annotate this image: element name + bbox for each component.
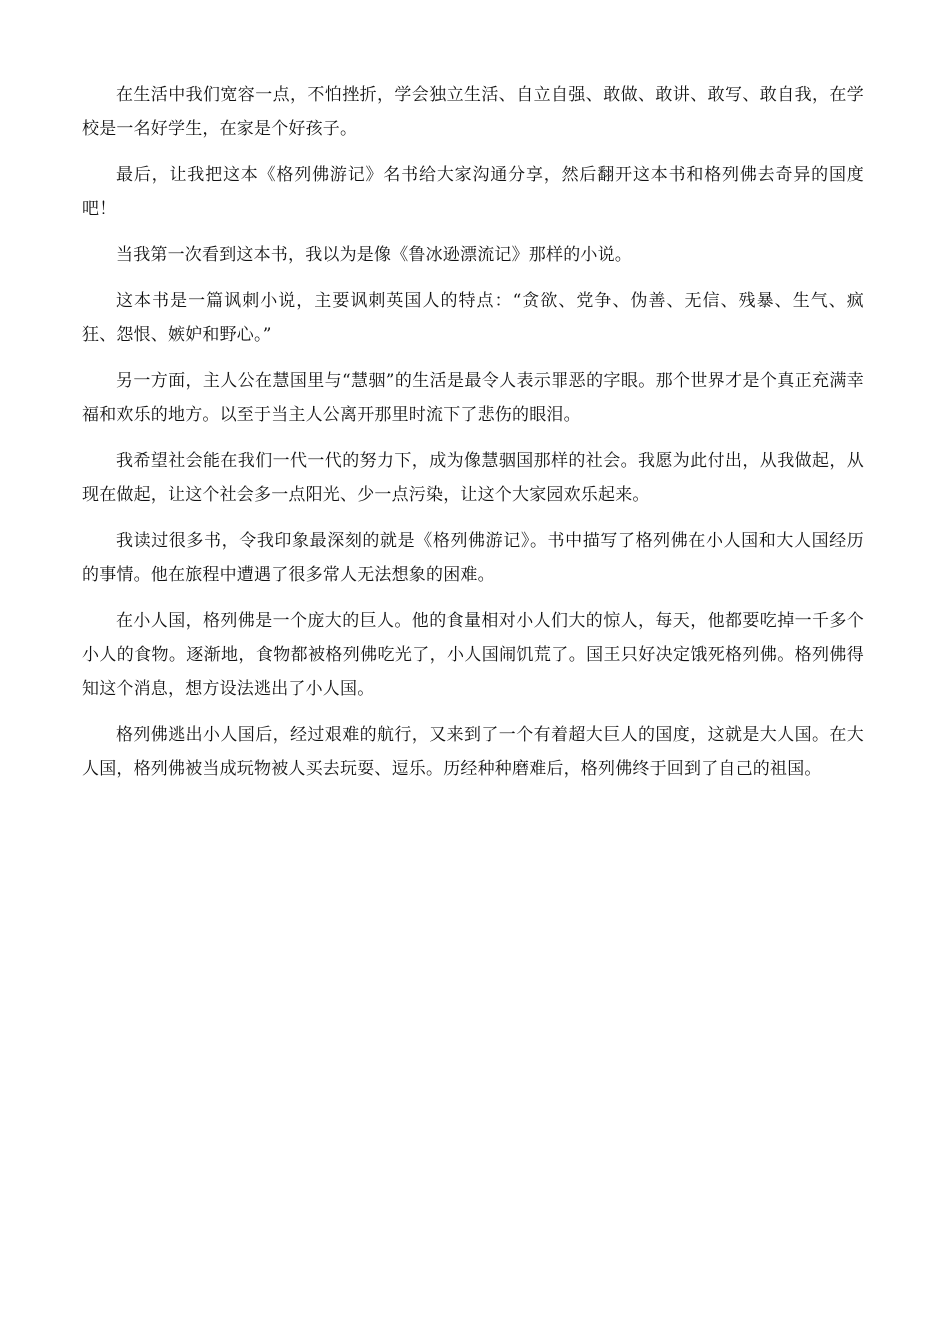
paragraph-9: 格列佛逃出小人国后，经过艰难的航行，又来到了一个有着超大巨人的国度，这就是大人国。在大人国，格列佛被当成玩物被人买去玩耍、逗乐。历经种种磨难后，格列佛终于回到了自己的祖国。 (82, 725, 864, 779)
paragraph-8: 在小人国，格列佛是一个庞大的巨人。他的食量相对小人们大的惊人，每天，他都要吃掉一千多个小人的食物。逐渐地，食物都被格列佛吃光了，小人国闹饥荒了。国王只好决定饿死格列佛。格列佛得知这个消息，想方设法逃出了小人国。 (82, 611, 864, 699)
paragraph-7: 我读过很多书，令我印象最深刻的就是《格列佛游记》。书中描写了格列佛在小人国和大人国经历的事情。他在旅程中遭遇了很多常人无法想象的困难。 (82, 531, 864, 585)
paragraph-2: 最后，让我把这本《格列佛游记》名书给大家沟通分享，然后翻开这本书和格列佛去奇异的国度吧！ (82, 165, 864, 219)
document-page (82, 78, 864, 798)
paragraph-3: 当我第一次看到这本书，我以为是像《鲁冰逊漂流记》那样的小说。 (116, 245, 632, 265)
paragraph-1: 在生活中我们宽容一点，不怕挫折，学会独立生活、自立自强、敢做、敢讲、敢写、敢自我，在学校是一名好学生，在家是个好孩子。 (82, 85, 864, 139)
paragraph-6: 我希望社会能在我们一代一代的努力下，成为像慧骃国那样的社会。我愿为此付出，从我做起，从现在做起，让这个社会多一点阳光、少一点污染，让这个大家园欢乐起来。 (82, 451, 864, 505)
paragraph-4: 这本书是一篇讽刺小说，主要讽刺英国人的特点：“贪欲、党争、伪善、无信、残暴、生气、疯狂、怨恨、嫉妒和野心。” (82, 291, 864, 345)
paragraph-5: 另一方面，主人公在慧国里与“慧骃”的生活是最令人表示罪恶的字眼。那个世界才是个真正充满幸福和欢乐的地方。以至于当主人公离开那里时流下了悲伤的眼泪。 (82, 371, 864, 425)
